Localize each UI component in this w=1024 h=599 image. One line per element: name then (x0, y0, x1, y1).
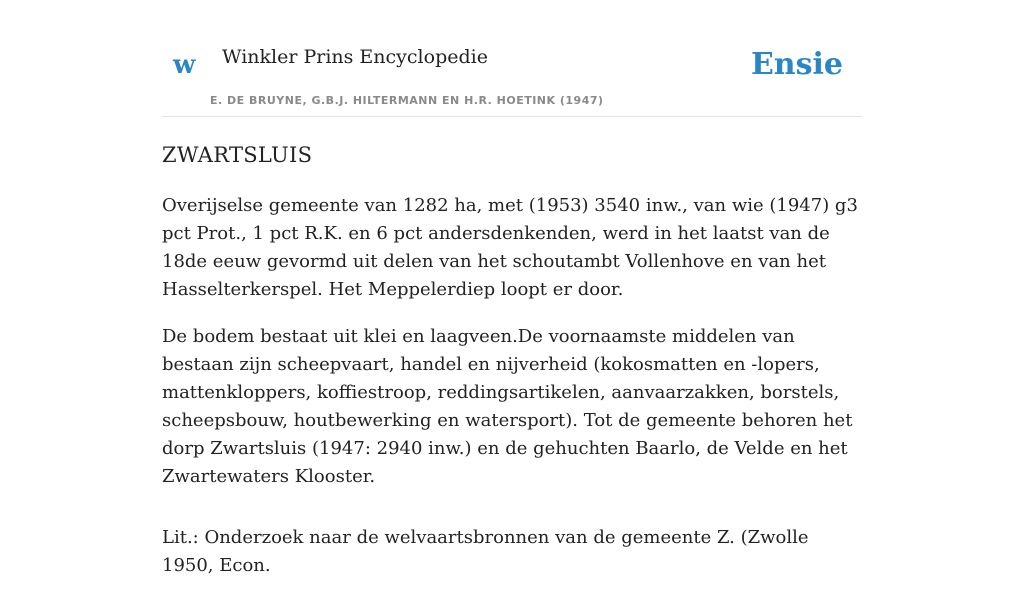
authors-byline: E. DE BRUYNE, G.B.J. HILTERMANN EN H.R. HOETINK (1947) (210, 94, 604, 107)
site-logo-icon[interactable]: w (173, 50, 196, 80)
site-header (162, 0, 862, 117)
ensie-brand-logo[interactable]: Ensie (750, 47, 843, 82)
article-title: ZWARTSLUIS (162, 143, 313, 167)
article-content (162, 140, 862, 599)
literature-reference: Lit.: Onderzoek naar de welvaartsbronnen van de gemeente Z. (Zwolle 1950, Econ. (162, 527, 809, 576)
article-paragraph: Overijselse gemeente van 1282 ha, met (1953) 3540 inw., van wie (1947) g3 pct Prot., 1 pct R.K. en 6 pct andersdenkenden, werd in het laatst van de 18de eeuw gevormd uit delen van het schoutambt Vollenhove en van het Hasselterkerspel. Het Meppelerdiep loopt er door. (162, 195, 858, 300)
site-title[interactable]: Winkler Prins Encyclopedie (222, 46, 488, 68)
article-paragraph: De bodem bestaat uit klei en laagveen.De voornaamste middelen van bestaan zijn scheepvaart, handel en nijverheid (kokosmatten en -lopers, mattenkloppers, koffiestroop, reddingsartikelen, aanvaarzakken, borstels, scheepsbouw, houtbewerking en watersport). Tot de gemeente behoren het dorp Zwartsluis (1947: 2940 inw.) en de gehuchten Baarlo, de Velde en het Zwartewaters Klooster. (162, 326, 853, 487)
